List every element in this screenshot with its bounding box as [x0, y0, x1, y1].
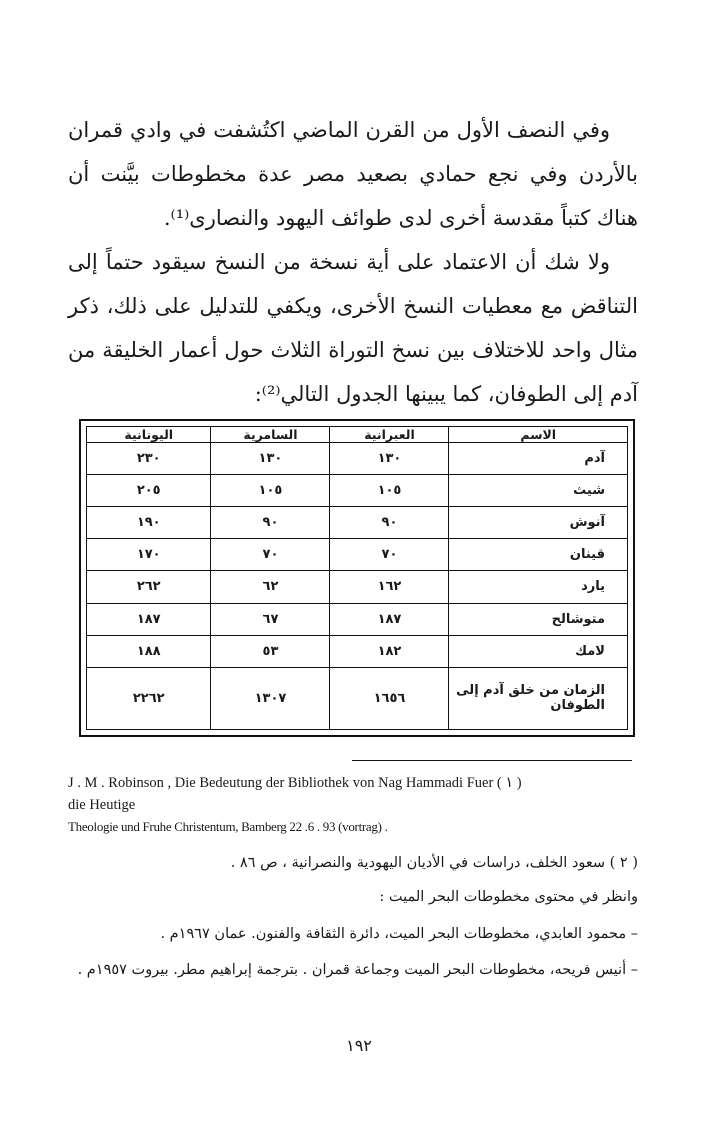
page-number: ١٩٢ [346, 1036, 372, 1055]
cell-name: الزمان من خلق آدم إلى الطوفان [449, 667, 628, 729]
cell-greek: ١٧٠ [87, 539, 211, 571]
header-greek: اليونانية [87, 427, 211, 443]
header-name: الاسم [449, 427, 628, 443]
cell-greek: ٢٦٢ [87, 571, 211, 603]
footnote-1 [68, 772, 638, 838]
cell-samaritan: ١٠٥ [211, 475, 330, 507]
cell-hebrew: ١٦٥٦ [330, 667, 449, 729]
table-row [87, 443, 628, 475]
cell-samaritan: ١٣٠ [211, 443, 330, 475]
cell-name: يارد [449, 571, 628, 603]
cell-hebrew: ١٨٧ [330, 603, 449, 635]
cell-samaritan: ٦٧ [211, 603, 330, 635]
table-row [87, 635, 628, 667]
footnote-divider [352, 760, 632, 761]
cell-greek: ٢٣٠ [87, 443, 211, 475]
paragraph-1: وفي النصف الأول من القرن الماضي اكتُشفت في وادي قمران بالأردن وفي نجع حمادي بصعيد مصر عدة مخطوطات بيَّنت أن هناك كتباً مقدسة أخرى لدى طوائف اليهود والنصارى⁽¹⁾. [68, 118, 638, 230]
cell-hebrew: ١٣٠ [330, 443, 449, 475]
footnote-2-line-2: وانظر في محتوى مخطوطات البحر الميت : [379, 889, 638, 905]
cell-name: آنوش [449, 507, 628, 539]
cell-name: لامك [449, 635, 628, 667]
cell-name: قينان [449, 539, 628, 571]
cell-greek: ١٩٠ [87, 507, 211, 539]
footnote-1-line-3: Theologie und Fruhe Christentum, Bamberg 22 .6 . 93 (vortrag) . [68, 819, 388, 834]
header-samaritan: السامرية [211, 427, 330, 443]
table-row [87, 539, 628, 571]
body-text [68, 108, 638, 416]
table-row [87, 571, 628, 603]
cell-hebrew: ٩٠ [330, 507, 449, 539]
cell-greek: ٢٠٥ [87, 475, 211, 507]
footnote-2-line-3: – محمود العابدي، مخطوطات البحر الميت، دائرة الثقافة والفنون. عمان ١٩٦٧م . [160, 926, 638, 942]
cell-samaritan: ١٣٠٧ [211, 667, 330, 729]
cell-samaritan: ٥٣ [211, 635, 330, 667]
table-row [87, 475, 628, 507]
paragraph-2: ولا شك أن الاعتماد على أية نسخة من النسخ سيقود حتماً إلى التناقض مع معطيات النسخ الأخرى، ويكفي للتدليل على ذلك، ذكر مثال واحد للاختلاف بين نسخ التوراة الثلاث حول أعمار الخليقة من آدم إلى الطوفان، كما يبينها الجدول التالي⁽²⁾: [68, 250, 638, 406]
cell-hebrew: ٧٠ [330, 539, 449, 571]
cell-name: شيث [449, 475, 628, 507]
table-row [87, 603, 628, 635]
cell-samaritan: ٧٠ [211, 539, 330, 571]
cell-hebrew: ١٦٢ [330, 571, 449, 603]
table-total-row [87, 667, 628, 729]
cell-hebrew: ١٨٢ [330, 635, 449, 667]
cell-greek: ١٨٨ [87, 635, 211, 667]
cell-greek: ١٨٧ [87, 603, 211, 635]
cell-name: آدم [449, 443, 628, 475]
ages-table [86, 426, 628, 730]
cell-name: متوشالح [449, 603, 628, 635]
table-header-row [87, 427, 628, 443]
table-row [87, 507, 628, 539]
footnote-1-line-2: die Heutige [68, 797, 136, 813]
cell-hebrew: ١٠٥ [330, 475, 449, 507]
footnote-2-line-1: ( ٢ ) سعود الخلف، دراسات في الأديان اليهودية والنصرانية ، ص ٨٦ . [230, 855, 638, 871]
cell-samaritan: ٦٢ [211, 571, 330, 603]
footnote-2-line-4: – أنيس فريحه، مخطوطات البحر الميت وجماعة قمران . بترجمة إبراهيم مطر. بيروت ١٩٥٧م . [77, 962, 638, 978]
cell-greek: ٢٢٦٢ [87, 667, 211, 729]
ages-table-frame [79, 419, 635, 737]
footnote-1-line-1: J . M . Robinson , Die Bedeutung der Bibliothek von Nag Hammadi Fuer ( ١ ) [68, 775, 522, 791]
header-hebrew: العبرانية [330, 427, 449, 443]
cell-samaritan: ٩٠ [211, 507, 330, 539]
